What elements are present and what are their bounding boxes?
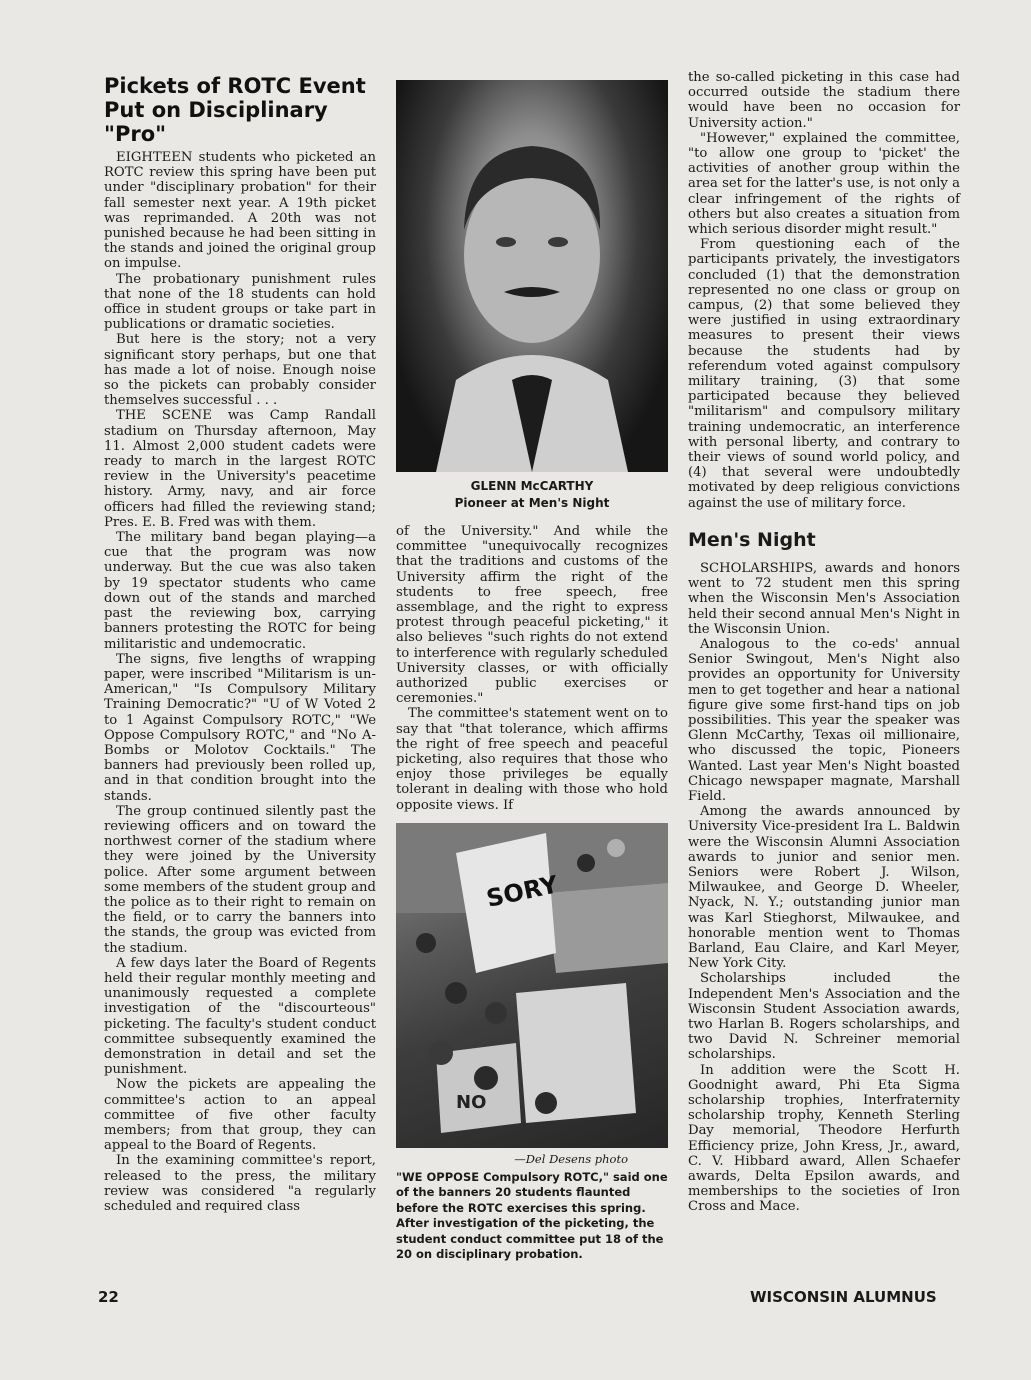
portrait-caption-sub: Pioneer at Men's Night [454,496,610,510]
article-column-2 [396,70,668,1263]
person-head [577,854,595,872]
body-paragraph: Now the pickets are appealing the committee's action to an appeal committee of five other faculty members; from that group, they can appeal to the Board of Regents. [104,1077,376,1154]
portrait-caption-name: GLENN McCARTHY [470,479,594,493]
banner-text: SORY [483,870,561,913]
body-paragraph: A few days later the Board of Regents held their regular monthly meeting and unanimously requested a complete investigation of the "discourteous" picketing. The faculty's student conduct committee subsequently examined the demonstration in detail and set the punishment. [104,955,376,1078]
person-head [416,933,436,953]
article-column-1 [104,70,376,1214]
headline-line-1: Pickets of ROTC Event [104,74,366,98]
headline-line-2: Put on Disciplinary "Pro" [104,98,328,146]
crowd-scene [396,823,668,1148]
body-paragraph: In the examining committee's report, released to the press, the military review was considered "a regularly scheduled and required class [104,1153,376,1215]
person-head [474,1066,498,1090]
body-paragraph: From questioning each of the participants privately, the investigators concluded (1) that the demonstration represented no one class or group on campus, (2) that some believed they were justified in using extraordinary measures to present their views because the students had by referendum voted against compulsory military training, (3) that some participated because they believed "militarism" and compulsory military training undemocratic, an interference with personal liberty, and contrary to their views of sound world policy, and (4) that several were undoubtedly motivated by deep religious convictions against the use of military force. [688,237,960,511]
person-head [535,1092,557,1114]
portrait-photo [396,80,668,472]
body-paragraph: But here is the story; not a very significant story perhaps, but one that has made a lot of noise. Enough noise so the pickets can probably consider themselves successful . . . [104,332,376,409]
person-head [485,1002,507,1024]
portrait-caption [396,478,668,512]
banner-shape [516,983,636,1123]
body-paragraph: the so-called picketing in this case had occurred outside the stadium there would have been no occasion for University action." [688,70,960,131]
article-headline [104,74,376,146]
photo-credit: —Del Desens photo [514,1151,628,1166]
body-paragraph: SCHOLARSHIPS, awards and honors went to 72 student men this spring when the Wisconsin Men's Association held their second annual Men's Night in the Wisconsin Union. [688,560,960,637]
body-paragraph: "However," explained the committee, "to allow one group to 'picket' the activities of another group within the area set for the latter's use, is not only a clear infringement of the rights of others but also creates a situation from which serious disorder might result." [688,130,960,238]
body-paragraph: EIGHTEEN students who picketed an ROTC review this spring have been put under "disciplinary probation" for their fall semester next year. A 19th picket was reprimanded. A 20th was not punished because he had been sitting in the stands and joined the original group on impulse. [104,150,376,272]
person-head [429,1041,453,1065]
publication-name: WISCONSIN ALUMNUS [750,1288,937,1306]
body-paragraph: The committee's statement went on to say that "that tolerance, which affirms the right of free speech and peaceful picketing, also requires that those who enjoy those privileges be equally tolerant in dealing with those who hold opposite views. If [396,706,668,813]
crowd-photo-caption: "WE OPPOSE Compulsory ROTC," said one of the banners 20 students flaunted before the ROTC exercises this spring. After investigation of the picketing, the student conduct committee put 18 of the 20 on disciplinary probation. [396,1169,668,1262]
eye-shape [496,237,516,247]
body-paragraph: The probationary punishment rules that none of the 18 students can hold office in student groups or take part in publications or dramatic societies. [104,271,376,333]
stand-railing [546,883,668,973]
page-number: 22 [98,1288,119,1306]
banner-text: NO [456,1091,487,1113]
body-paragraph: Among the awards announced by University Vice-president Ira L. Baldwin were the Wisconsin Alumni Association awards to junior and senior men. Seniors were Robert J. Wilson, Milwaukee, and George D. Wheeler, Nyack, N. Y.; outstanding junior man was Karl Stieghorst, Milwaukee, and honorable mention went to Thomas Barland, Eau Claire, and Karl Meyer, New York City. [688,804,960,972]
body-paragraph: Scholarships included the Independent Men's Association and the Wisconsin Student Association awards, two Harlan B. Rogers scholarships, and two David N. Schreiner memorial scholarships. [688,971,960,1063]
body-paragraph: In addition were the Scott H. Goodnight award, Phi Eta Sigma scholarship trophies, Interfraternity scholarship trophy, Kenneth Sterling Day memorial, Theodore Herfurth Efficiency prize, John Kress, Jr., award, C. V. Hibbard award, Allen Schaefer awards, Delta Epsilon awards, and memberships to the societies of Iron Cross and Mace. [688,1062,960,1215]
body-paragraph: The signs, five lengths of wrapping paper, were inscribed "Militarism is un-American," "Is Compulsory Military Training Democratic?" "U of W Voted 2 to 1 Against Compulsory ROTC," "We Oppose Compulsory ROTC," and "No A-Bombs or Molotov Cocktails." The banners had previously been rolled up, and in that condition brought into the stands. [104,651,376,804]
body-paragraph: The military band began playing—a cue that the program was now underway. But the cue was also taken by 19 spectator students who came down out of the stands and marched past the reviewing box, carrying banners protesting the ROTC for being militaristic and undemocratic. [104,530,376,652]
crowd-photo [396,823,668,1148]
eye-shape [548,237,568,247]
person-head [607,839,625,857]
article-column-3 [688,70,960,1215]
body-paragraph: THE SCENE was Camp Randall stadium on Thursday afternoon, May 11. Almost 2,000 student cadets were ready to march in the largest ROTC review in the University's peacetime history. Army, navy, and air force officers had filled the reviewing stand; Pres. E. B. Fred was with them. [104,408,376,530]
body-paragraph: The group continued silently past the reviewing officers and on toward the northwest corner of the stadium where they were joined by the University police. After some argument between some members of the student group and the police as to their right to remain on the field, or to carry the banners into the stands, the group was evicted from the stadium. [104,803,376,956]
portrait-figure [396,80,668,472]
body-paragraph: Analogous to the co-eds' annual Senior Swingout, Men's Night also provides an opportunity for University men to get together and hear a national figure give some first-hand tips on job possibilities. This year the speaker was Glenn McCarthy, Texas oil millionaire, who discussed the topic, Pioneers Wanted. Last year Men's Night boasted Chicago newspaper magnate, Marshall Field. [688,636,960,804]
body-paragraph: of the University." And while the committee "unequivocally recognizes that the traditions and customs of the University affirm the right of the students to free speech, free assemblage, and the right to express protest through peaceful picketing," it also believes "such rights do not extend to interference with regularly scheduled University classes, or with officially authorized public exercises or ceremonies." [396,524,668,707]
person-head [445,982,467,1004]
section-headline: Men's Night [688,528,816,551]
